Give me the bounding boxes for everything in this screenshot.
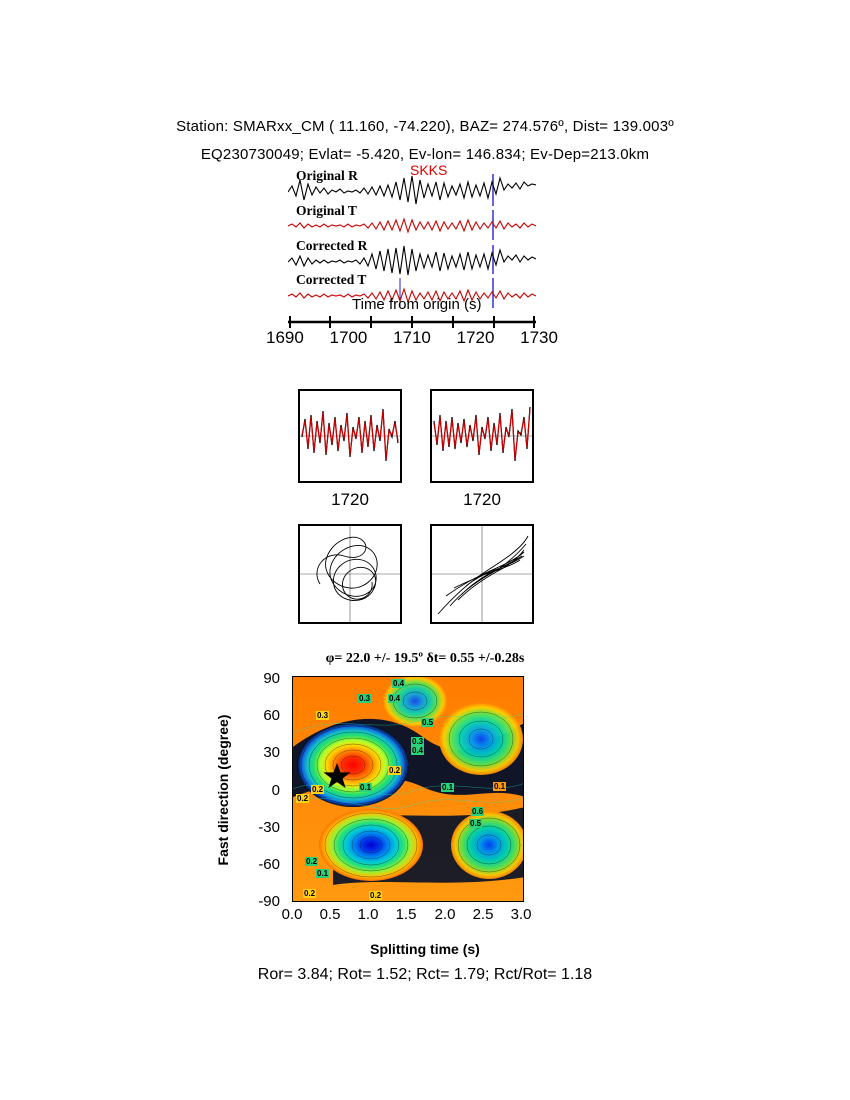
- contour-label-0: 0.4: [393, 679, 405, 688]
- xtick-2-5: 2.5: [472, 906, 494, 923]
- contour-label-5: 0.3: [412, 737, 424, 746]
- contour-label-7: 0.2: [389, 766, 401, 775]
- contour-label-10: 0.1: [442, 783, 454, 792]
- error-surface-plot: [292, 676, 524, 902]
- station-info-line: Station: SMARxx_CM ( 11.160, -74.220), BAZ= 274.576º, Dist= 139.003º: [176, 118, 674, 135]
- ytick-m60: -60: [258, 856, 280, 873]
- time-tick-1710: 1710: [393, 328, 431, 347]
- contour-label-11: 0.1: [494, 782, 506, 791]
- ytick-30: 30: [263, 744, 280, 761]
- splitting-result-title: φ= 22.0 +/- 19.5º δt= 0.55 +/-0.28s: [325, 651, 525, 666]
- xtick-2-0: 2.0: [434, 906, 456, 923]
- contour-label-9: 0.1: [360, 783, 372, 792]
- contour-label-1: 0.3: [359, 694, 371, 703]
- time-tick-1720: 1720: [456, 328, 495, 347]
- xtick-1-5: 1.5: [395, 906, 417, 923]
- ytick-90: 90: [263, 670, 280, 687]
- trace-label-corrected-t: Corrected T: [296, 272, 367, 287]
- contour-y-axis-label-text: Fast direction (degree): [215, 714, 231, 866]
- error-surface-frame: [292, 676, 524, 902]
- time-tick-1690: 1690: [266, 328, 304, 347]
- contour-label-3: 0.3: [317, 711, 329, 720]
- trace-label-original-t: Original T: [296, 203, 357, 218]
- contour-label-18: 0.2: [370, 891, 382, 900]
- particle-motion-right-curve: [432, 526, 532, 622]
- quality-metrics-line: Ror= 3.84; Rot= 1.52; Rct= 1.79; Rct/Rot= 1.18: [257, 966, 593, 983]
- particle-motion-box-left: [298, 524, 402, 624]
- trace-label-original-r: Original R: [296, 168, 358, 183]
- event-info-line: EQ230730049; Evlat= -5.420, Ev-lon= 146.834; Ev-Dep=213.0km: [200, 146, 650, 163]
- ytick-60: 60: [263, 707, 280, 724]
- contour-label-6: 0.4: [412, 746, 424, 755]
- ytick-0: 0: [271, 782, 280, 799]
- ytick-m90: -90: [258, 893, 280, 910]
- xtick-0-0: 0.0: [281, 906, 303, 923]
- particle-motion-left-curve: [300, 526, 400, 622]
- time-tick-1730: 1730: [520, 328, 558, 347]
- contour-label-12: 0.2: [297, 794, 309, 803]
- ytick-m30: -30: [258, 819, 280, 836]
- window-time-label-left: 1720: [331, 490, 369, 509]
- skks-phase-label: SKKS: [410, 162, 448, 178]
- contour-label-2: 0.4: [389, 694, 401, 703]
- trace-label-corrected-r: Corrected R: [296, 238, 368, 253]
- contour-label-14: 0.5: [470, 819, 482, 828]
- window-time-label-right: 1720: [463, 490, 501, 509]
- contour-label-17: 0.2: [304, 889, 316, 898]
- contour-label-4: 0.5: [422, 718, 434, 727]
- xtick-0-5: 0.5: [319, 906, 341, 923]
- waveform-panel: [266, 162, 558, 347]
- window-waveform-box-right: [430, 389, 534, 483]
- contour-x-axis-label: Splitting time (s): [370, 941, 480, 957]
- xtick-1-0: 1.0: [357, 906, 379, 923]
- particle-motion-box-right: [430, 524, 534, 624]
- contour-label-15: 0.2: [306, 857, 318, 866]
- window-waveform-left-traces: [300, 391, 400, 481]
- contour-label-8: 0.2: [312, 785, 324, 794]
- time-tick-1700: 1700: [329, 328, 368, 347]
- window-waveform-box-left: [298, 389, 402, 483]
- contour-label-13: 0.6: [472, 807, 484, 816]
- xtick-3-0: 3.0: [510, 906, 532, 923]
- window-waveform-right-traces: [432, 391, 532, 481]
- time-axis-title: Time from origin (s): [352, 296, 482, 313]
- contour-label-16: 0.1: [317, 869, 329, 878]
- waveform-traces: [288, 170, 536, 345]
